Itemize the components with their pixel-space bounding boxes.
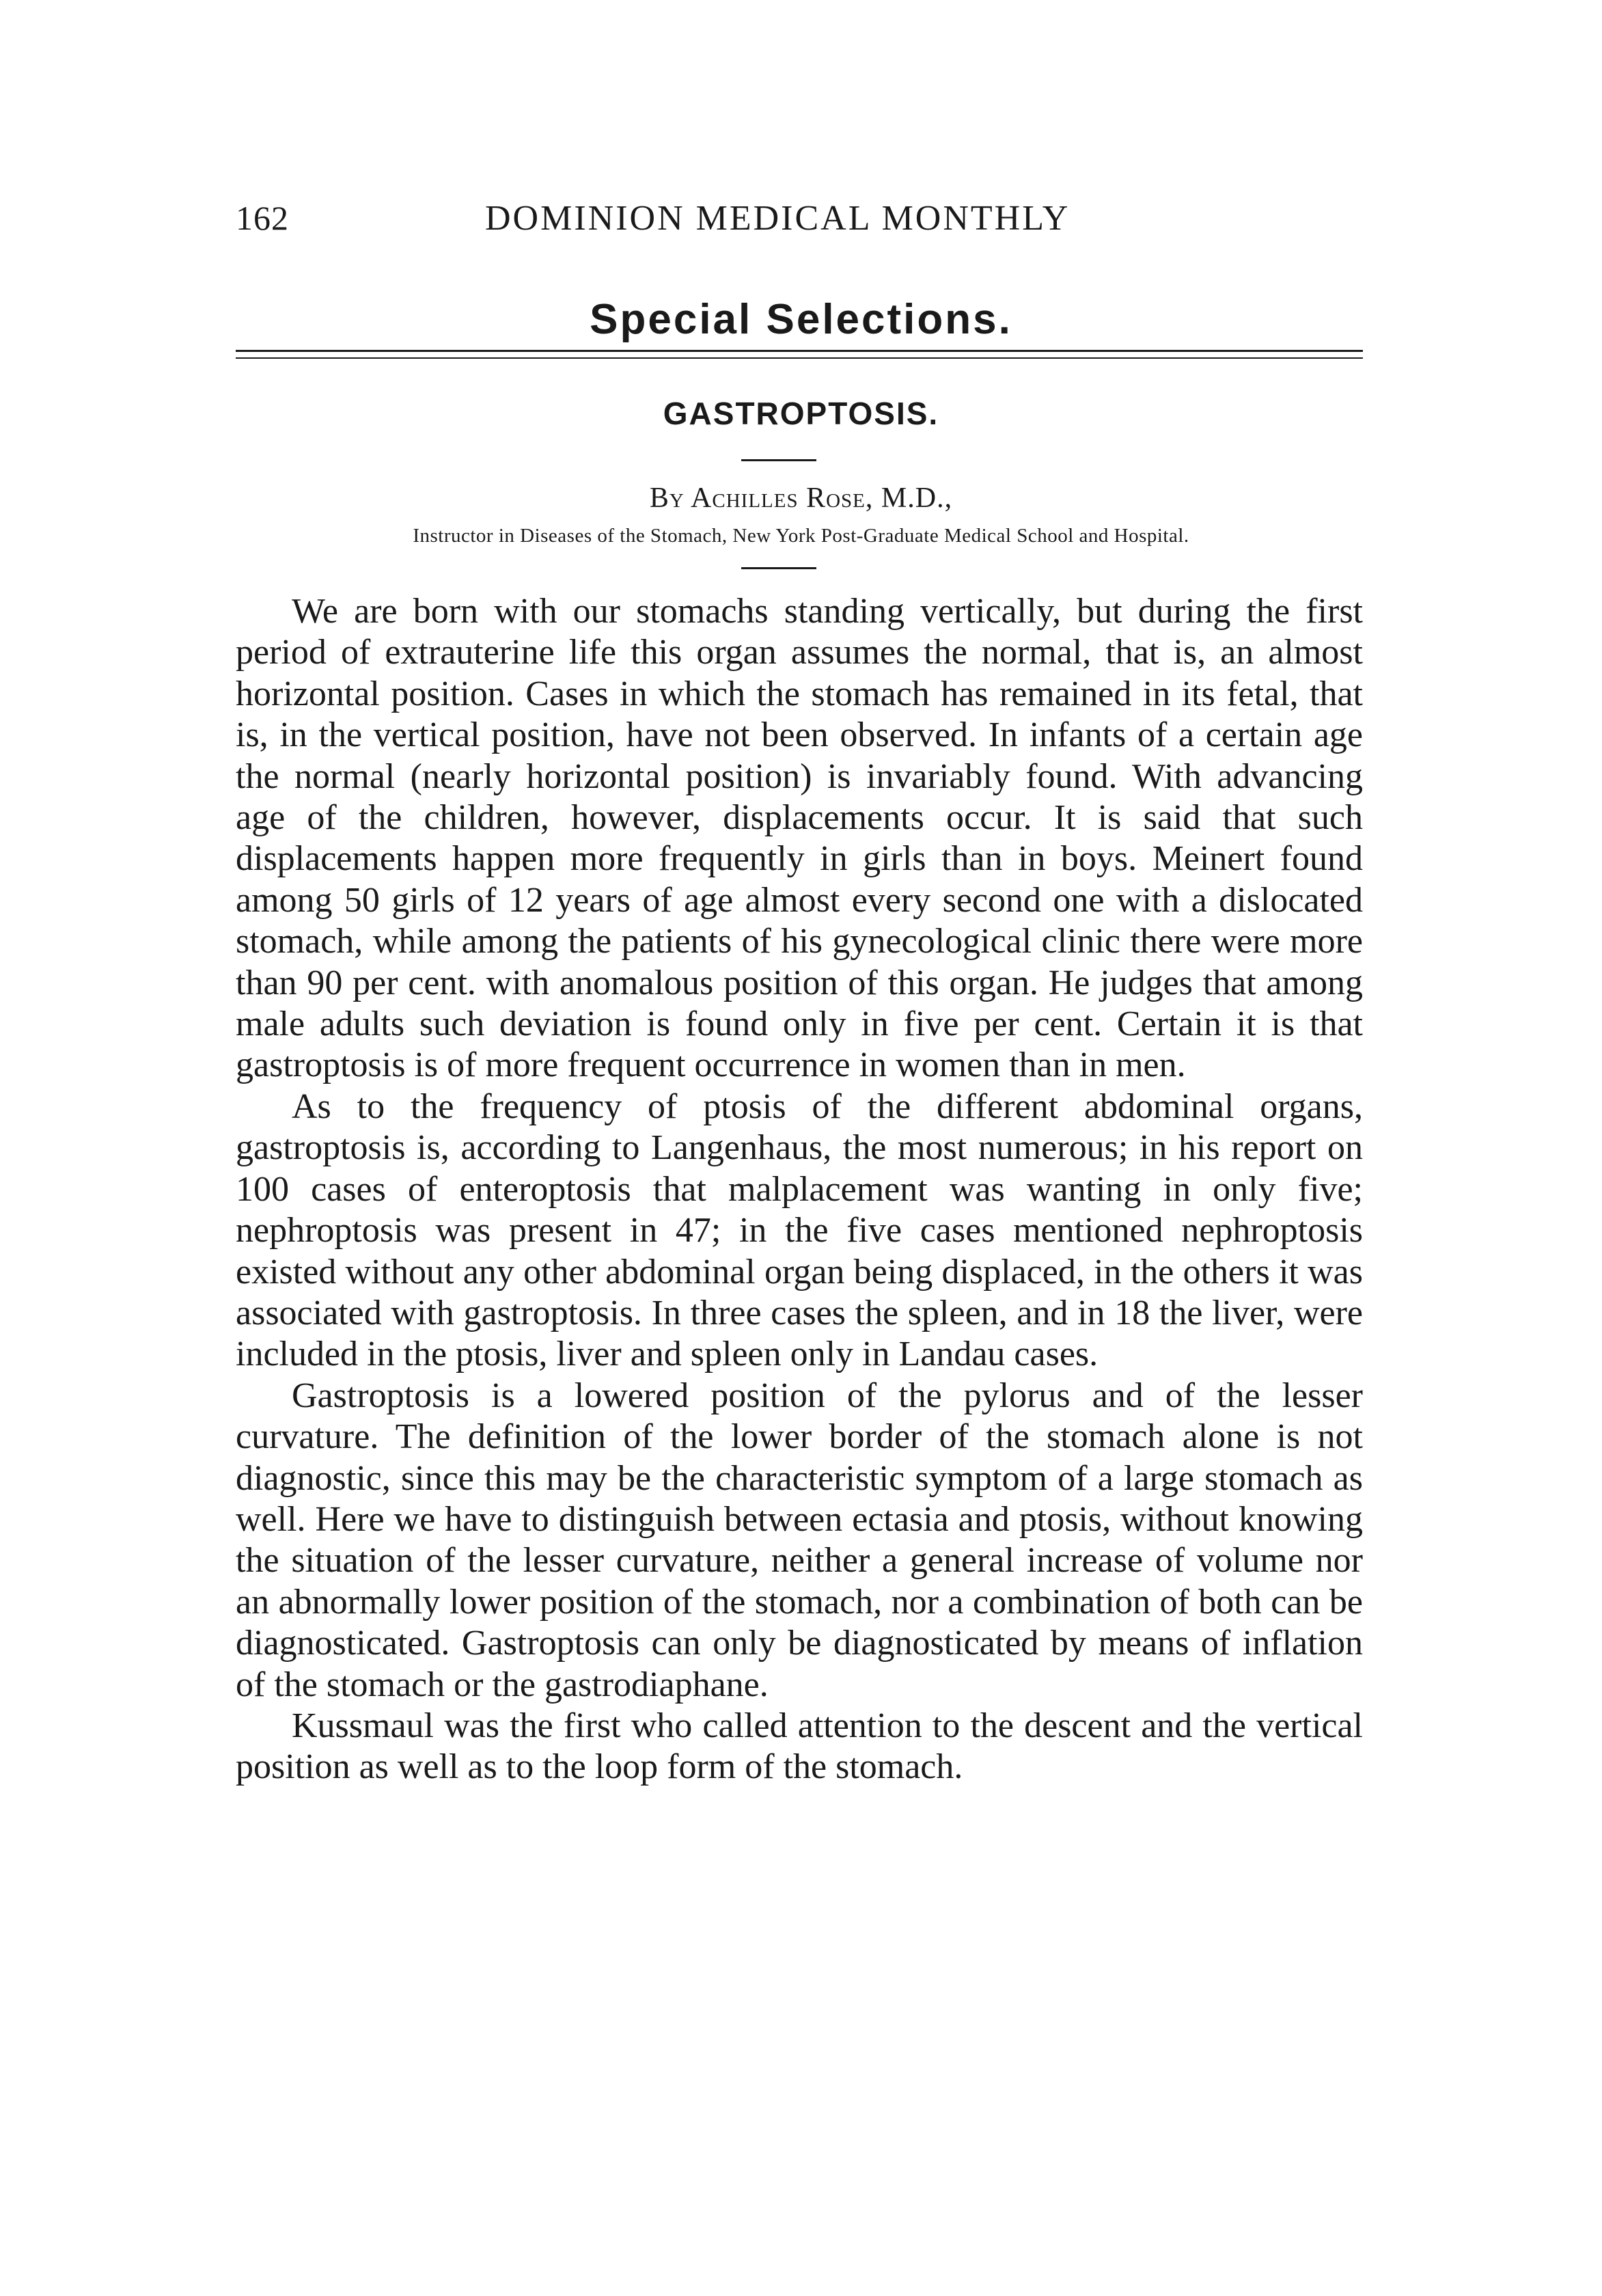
page-header — [236, 198, 1363, 239]
paragraph: As to the frequency of ptosis of the different abdominal organs, gastroptosis is, according to Langenhaus, the most numerous; in his report on 100 cases of enteroptosis that malplacement was wanting in only five; nephroptosis was present in 47; in the five cases mentioned nephroptosis existed without any other abdominal organ being displaced, in the others it was associated with gastroptosis. In three cases the spleen, and in 18 the liver, were included in the ptosis, liver and spleen only in Landau cases. — [236, 1086, 1363, 1374]
author-name: By Achilles Rose, M.D., — [649, 482, 953, 514]
title-rule — [741, 459, 816, 461]
running-title: DOMINION MEDICAL MONTHLY — [485, 199, 1071, 238]
section-title: Special Selections. — [590, 296, 1012, 343]
byline-rule — [741, 567, 816, 569]
author-byline — [0, 482, 1602, 515]
page-number: 162 — [236, 199, 289, 237]
article-title: GASTROPTOSIS. — [663, 396, 939, 431]
paragraph: Gastroptosis is a lowered position of the pylorus and of the lesser curvature. The definition of the lower border of the stomach alone is not diagnostic, since this may be the characteristic symptom of a large stomach as well. Here we have to distinguish between ectasia and ptosis, without knowing the situation of the lesser curvature, neither a general increase of volume nor an abnormally lower position of the stomach, nor a combination of both can be diagnosticated. Gastroptosis can only be diagnosticated by means of inflation of the stomach or the gastrodiaphane. — [236, 1376, 1363, 1704]
author-affiliation: Instructor in Diseases of the Stomach, New York Post-Graduate Medical School and Hospital. — [413, 525, 1189, 547]
paragraph: We are born with our stomachs standing vertically, but during the first period of extrauterine life this organ assumes the normal, that is, an almost horizontal position. Cases in which the stomach has remained in its fetal, that is, in the vertical position, have not been observed. In infants of a certain age the normal (nearly horizontal position) is invariably found. With advancing age of the children, however, displacements occur. It is said that such displacements happen more frequently in girls than in boys. Meinert found among 50 girls of 12 years of age almost every second one with a dislocated stomach, while among the patients of his gynecological clinic there were more than 90 per cent. with anomalous position of this organ. He judges that among male adults such deviation is found only in five per cent. Certain it is that gastroptosis is of more frequent occurrence in women than in men. — [236, 592, 1363, 1085]
section-divider — [236, 350, 1363, 359]
paragraph: Kussmaul was the first who called attention to the descent and the vertical position as well as to the loop form of the stomach. — [236, 1706, 1363, 1787]
article-body — [236, 591, 1363, 1788]
